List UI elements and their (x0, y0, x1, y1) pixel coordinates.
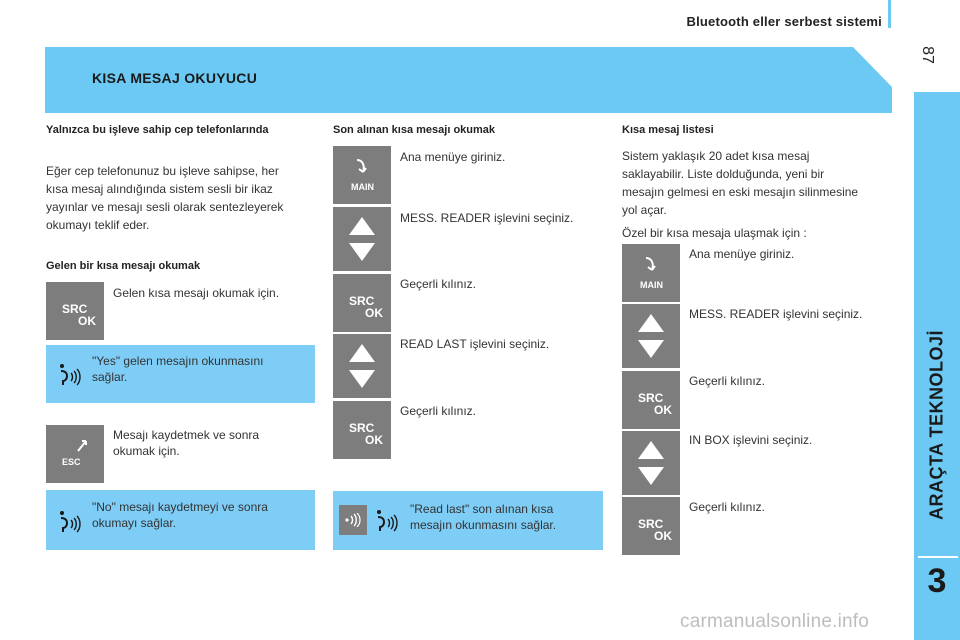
col3-heading: Kısa mesaj listesi (622, 124, 714, 136)
ok-label: OK (654, 529, 672, 543)
up-down-arrows-icon (636, 312, 666, 360)
text-line: Mesajı kaydetmek ve sonra (113, 428, 260, 442)
src-ok-button[interactable] (622, 371, 680, 429)
section-title: Bluetooth eller serbest sistemi (686, 14, 882, 29)
main-label: MAIN (640, 280, 663, 290)
back-arrow-icon (76, 437, 90, 453)
chapter-number: 3 (927, 562, 947, 600)
ok-label: OK (365, 306, 383, 320)
src-label: SRC (349, 421, 375, 435)
banner-title: KISA MESAJ OKUYUCU (92, 70, 258, 86)
header-divider (888, 0, 891, 28)
step-text: Geçerli kılınız. (400, 404, 477, 418)
note-box-yes (46, 345, 315, 403)
src-label: SRC (62, 302, 88, 316)
src-ok-button[interactable] (46, 282, 104, 340)
return-arrow-icon (642, 256, 660, 276)
col2-heading: Son alınan kısa mesajı okumak (333, 124, 496, 136)
text-line: kısa mesaj alındığında sistem sesli bir ikaz (46, 182, 273, 196)
sound-waves-icon (344, 513, 362, 527)
scroll-up-down-button[interactable] (622, 304, 680, 368)
esc-label: ESC (62, 457, 81, 467)
up-down-arrows-icon (347, 215, 377, 263)
note-box-no (46, 490, 315, 550)
up-down-arrows-icon (636, 439, 666, 487)
up-down-arrows-icon (347, 342, 377, 390)
watermark: carmanualsonline.info (680, 611, 870, 632)
step-text: Geçerli kılınız. (689, 500, 766, 514)
main-label: MAIN (351, 182, 374, 192)
src-label: SRC (349, 294, 375, 308)
scroll-up-down-button[interactable] (622, 431, 680, 495)
page-number: 87 (919, 46, 936, 64)
text-line: Eğer cep telefonunuz bu işleve sahipse, her (46, 164, 279, 178)
text-line: okumak için. (113, 444, 180, 458)
main-menu-button[interactable] (333, 146, 391, 204)
src-ok-button[interactable] (333, 401, 391, 459)
step-text: IN BOX işlevini seçiniz. (689, 433, 813, 447)
step-text: MESS. READER işlevini seçiniz. (689, 307, 863, 321)
ok-label: OK (78, 314, 96, 328)
text-line: yol açar. (622, 203, 667, 217)
scroll-up-down-button[interactable] (333, 334, 391, 398)
col3-intro (622, 147, 902, 219)
voice-command-icon (58, 361, 82, 389)
chapter-tab-label: ARAÇTA TEKNOLOJİ (926, 330, 947, 520)
ok-label: OK (654, 403, 672, 417)
note-box-read-last (333, 491, 603, 550)
text-line: "No" mesajı kaydetmeyi ve sonra (92, 500, 268, 514)
col1-intro (46, 162, 326, 234)
text-line: sağlar. (92, 370, 128, 384)
col1-heading: Yalnızca bu işleve sahip cep telefonlarında (46, 124, 269, 136)
src-ok-button[interactable] (333, 274, 391, 332)
return-arrow-icon (353, 158, 371, 178)
step-text: Gelen kısa mesajı okumak için. (113, 286, 280, 300)
ok-label: OK (365, 433, 383, 447)
main-menu-button[interactable] (622, 244, 680, 302)
text-line: okumayı teklif eder. (46, 218, 150, 232)
step-text: Ana menüye giriniz. (400, 150, 506, 164)
text-line: yayınlar ve mesajı sesli olarak sentezleyerek (46, 200, 284, 214)
step-text: MESS. READER işlevini seçiniz. (400, 211, 574, 225)
step-text (113, 427, 259, 459)
scroll-up-down-button[interactable] (333, 207, 391, 271)
src-label: SRC (638, 391, 664, 405)
chapter-tab-divider (918, 556, 958, 558)
src-ok-button[interactable] (622, 497, 680, 555)
step-text: Geçerli kılınız. (689, 374, 766, 388)
voice-button[interactable] (339, 505, 367, 535)
voice-command-icon (375, 507, 399, 535)
text-line: mesajın gelmesi en eski mesajın silinmesine (622, 185, 859, 199)
src-label: SRC (638, 517, 664, 531)
col3-access-line: Özel bir kısa mesaja ulaşmak için : (622, 226, 807, 240)
text-line: mesajın okunmasını sağlar. (410, 518, 557, 532)
col1-subheading: Gelen bir kısa mesajı okumak (46, 260, 201, 272)
text-line: "Yes" gelen mesajın okunmasını (92, 354, 264, 368)
text-line: saklayabilir. Liste dolduğunda, yeni bir (622, 167, 825, 181)
esc-button[interactable] (46, 425, 104, 483)
step-text: Ana menüye giriniz. (689, 247, 795, 261)
text-line: Sistem yaklaşık 20 adet kısa mesaj (622, 149, 810, 163)
text-line: okumayı sağlar. (92, 516, 177, 530)
step-text: READ LAST işlevini seçiniz. (400, 337, 550, 351)
text-line: "Read last" son alınan kısa (410, 502, 554, 516)
voice-command-icon (58, 508, 82, 536)
step-text: Geçerli kılınız. (400, 277, 477, 291)
